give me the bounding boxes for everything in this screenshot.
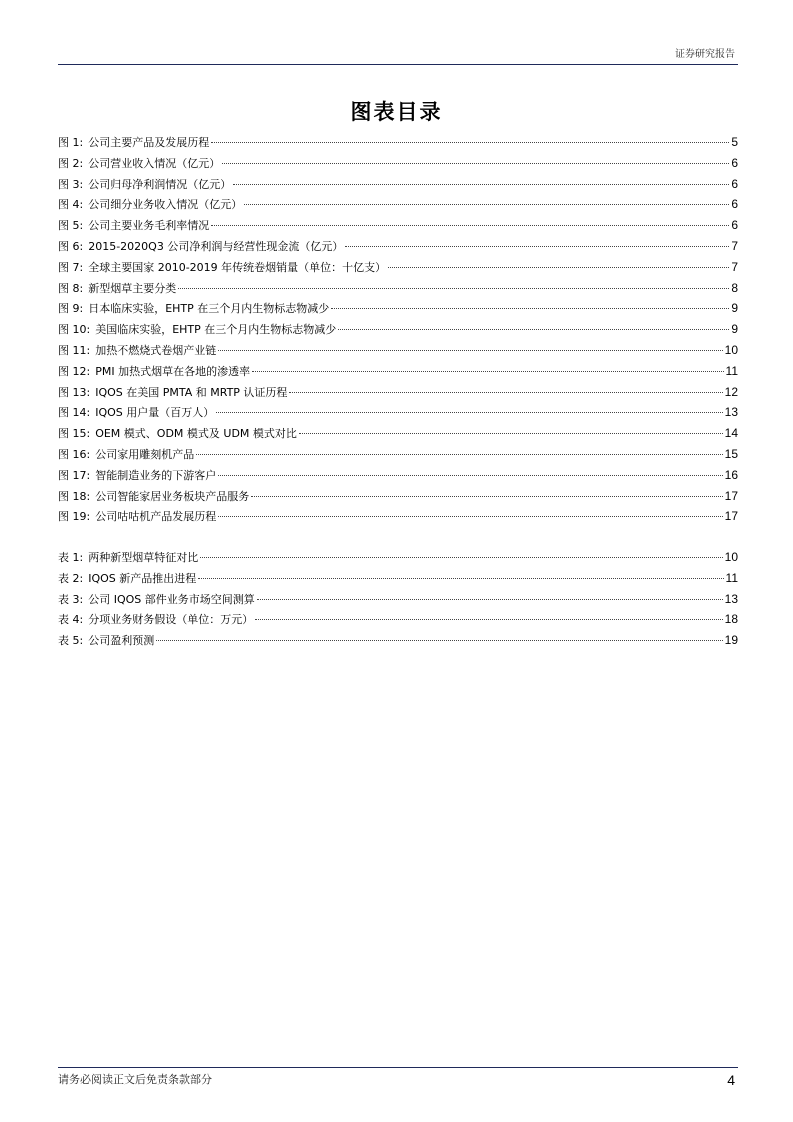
figure-entry[interactable] <box>58 298 738 319</box>
dot-leader <box>244 204 729 205</box>
entry-page: 13 <box>724 591 738 606</box>
entry-label: 图 6: <box>58 239 84 253</box>
table-list <box>58 547 738 651</box>
entry-label: 图 5: <box>58 219 84 233</box>
entry-label: 图 14: <box>58 406 91 420</box>
entry-label: 图 1: <box>58 136 84 149</box>
entry-label: 图 2: <box>58 156 84 170</box>
entry-page: 19 <box>724 633 738 648</box>
dot-leader <box>255 619 722 620</box>
entry-page: 6 <box>731 218 738 233</box>
figure-entry[interactable] <box>58 506 738 527</box>
entry-title: 2015-2020Q3 公司净利润与经营性现金流（亿元） <box>88 239 344 253</box>
entry-label: 图 12: <box>58 364 91 378</box>
dot-leader <box>200 557 722 558</box>
entry-title: 全球主要国家 2010-2019 年传统卷烟销量（单位：十亿支） <box>88 260 387 274</box>
report-type-label: 证券研究报告 <box>675 49 735 60</box>
figure-entry[interactable] <box>58 340 738 361</box>
entry-page: 13 <box>724 405 738 420</box>
entry-label: 图 3: <box>58 177 84 191</box>
table-entry[interactable] <box>58 547 738 568</box>
entry-page: 9 <box>731 301 738 316</box>
figure-entry[interactable] <box>58 153 738 174</box>
figure-entry[interactable] <box>58 402 738 423</box>
dot-leader <box>345 246 729 247</box>
table-entry[interactable] <box>58 589 738 610</box>
entry-page: 17 <box>724 509 738 524</box>
entry-label: 图 4: <box>58 198 84 212</box>
entry-label: 表 4: <box>58 613 84 627</box>
entry-page: 12 <box>724 384 738 399</box>
entry-title: IQOS 用户量（百万人） <box>95 406 215 420</box>
dot-leader <box>211 225 729 226</box>
entry-title: 加热不燃烧式卷烟产业链 <box>95 343 217 357</box>
dot-leader <box>156 640 722 641</box>
entry-page: 17 <box>724 488 738 503</box>
entry-title: 公司归母净利润情况（亿元） <box>88 177 232 191</box>
dot-leader <box>252 371 723 372</box>
entry-page: 9 <box>731 322 738 337</box>
page-number: 4 <box>727 1072 735 1088</box>
entry-label: 图 13: <box>58 385 91 399</box>
entry-title: IQOS 新产品推出进程 <box>88 571 197 585</box>
figure-entry[interactable] <box>58 194 738 215</box>
entry-label: 图 8: <box>58 281 84 295</box>
entry-title: 公司营业收入情况（亿元） <box>88 156 221 170</box>
dot-leader <box>299 433 723 434</box>
dot-leader <box>178 288 729 289</box>
figure-list <box>58 132 738 527</box>
figure-entry[interactable] <box>58 236 738 257</box>
entry-title: 公司盈利预测 <box>88 634 155 648</box>
entry-page: 15 <box>724 446 738 461</box>
dot-leader <box>222 163 729 164</box>
entry-title: 两种新型烟草特征对比 <box>88 551 199 564</box>
header-divider <box>58 64 738 65</box>
figure-entry[interactable] <box>58 278 738 299</box>
entry-title: PMI 加热式烟草在各地的渗透率 <box>95 364 251 378</box>
entry-label: 图 17: <box>58 468 91 482</box>
entry-page: 6 <box>731 155 738 170</box>
entry-title: 公司家用雕刻机产品 <box>95 447 195 461</box>
dot-leader <box>338 329 729 330</box>
entry-label: 表 5: <box>58 634 84 648</box>
entry-title: OEM 模式、ODM 模式及 UDM 模式对比 <box>95 427 297 441</box>
entry-page: 6 <box>731 197 738 212</box>
entry-title: 公司主要产品及发展历程 <box>88 136 210 149</box>
entry-title: 公司智能家居业务板块产品服务 <box>95 489 250 503</box>
dot-leader <box>233 184 729 185</box>
entry-label: 图 16: <box>58 447 91 461</box>
entry-title: IQOS 在美国 PMTA 和 MRTP 认证历程 <box>95 385 288 399</box>
entry-label: 图 9: <box>58 302 84 316</box>
entry-label: 表 3: <box>58 592 84 606</box>
entry-label: 图 18: <box>58 489 91 503</box>
entry-page: 6 <box>731 176 738 191</box>
figure-entry[interactable] <box>58 174 738 195</box>
figure-entry[interactable] <box>58 465 738 486</box>
entry-title: 分项业务财务假设（单位：万元） <box>88 613 254 627</box>
entry-page: 7 <box>731 238 738 253</box>
dot-leader <box>216 412 722 413</box>
entry-page: 5 <box>731 135 738 149</box>
figure-entry[interactable] <box>58 382 738 403</box>
figure-entry[interactable] <box>58 444 738 465</box>
entry-page: 10 <box>724 550 738 564</box>
entry-label: 图 15: <box>58 427 91 441</box>
entry-title: 公司 IQOS 部件业务市场空间测算 <box>88 592 255 606</box>
entry-title: 公司咕咕机产品发展历程 <box>95 510 217 524</box>
dot-leader <box>388 267 729 268</box>
figure-entry[interactable] <box>58 257 738 278</box>
footer-divider <box>58 1067 738 1068</box>
entry-label: 图 7: <box>58 260 84 274</box>
entry-title: 公司细分业务收入情况（亿元） <box>88 198 243 212</box>
entry-page: 10 <box>724 342 738 357</box>
table-entry[interactable] <box>58 630 738 651</box>
entry-label: 表 2: <box>58 571 84 585</box>
table-entry[interactable] <box>58 568 738 589</box>
entry-title: 日本临床实验，EHTP 在三个月内生物标志物减少 <box>88 302 330 316</box>
dot-leader <box>196 454 722 455</box>
figure-entry[interactable] <box>58 215 738 236</box>
entry-title: 美国临床实验，EHTP 在三个月内生物标志物减少 <box>95 323 337 337</box>
entry-label: 图 11: <box>58 343 91 357</box>
entry-title: 智能制造业务的下游客户 <box>95 468 217 482</box>
dot-leader <box>218 475 722 476</box>
entry-page: 7 <box>731 259 738 274</box>
dot-leader <box>257 599 723 600</box>
dot-leader <box>218 350 722 351</box>
dot-leader <box>218 516 722 517</box>
table-entry[interactable] <box>58 609 738 630</box>
dot-leader <box>198 578 723 579</box>
figure-entry[interactable] <box>58 361 738 382</box>
entry-page: 14 <box>724 426 738 441</box>
figure-entry[interactable] <box>58 486 738 507</box>
dot-leader <box>289 392 722 393</box>
page-title: 图表目录 <box>350 99 443 124</box>
entry-page: 11 <box>725 570 738 585</box>
entry-label: 图 10: <box>58 323 91 337</box>
entry-title: 公司主要业务毛利率情况 <box>88 219 210 233</box>
dot-leader <box>211 142 729 143</box>
entry-page: 16 <box>724 467 738 482</box>
dot-leader <box>331 308 729 309</box>
figure-entry[interactable] <box>58 319 738 340</box>
entry-label: 表 1: <box>58 551 84 564</box>
entry-page: 18 <box>724 612 738 627</box>
dot-leader <box>251 496 722 497</box>
entry-title: 新型烟草主要分类 <box>88 281 177 295</box>
entry-label: 图 19: <box>58 510 91 524</box>
entry-page: 11 <box>725 363 738 378</box>
figure-entry[interactable] <box>58 423 738 444</box>
figure-entry[interactable] <box>58 132 738 153</box>
entry-page: 8 <box>731 280 738 295</box>
footer-disclaimer: 请务必阅读正文后免责条款部分 <box>58 1073 212 1086</box>
